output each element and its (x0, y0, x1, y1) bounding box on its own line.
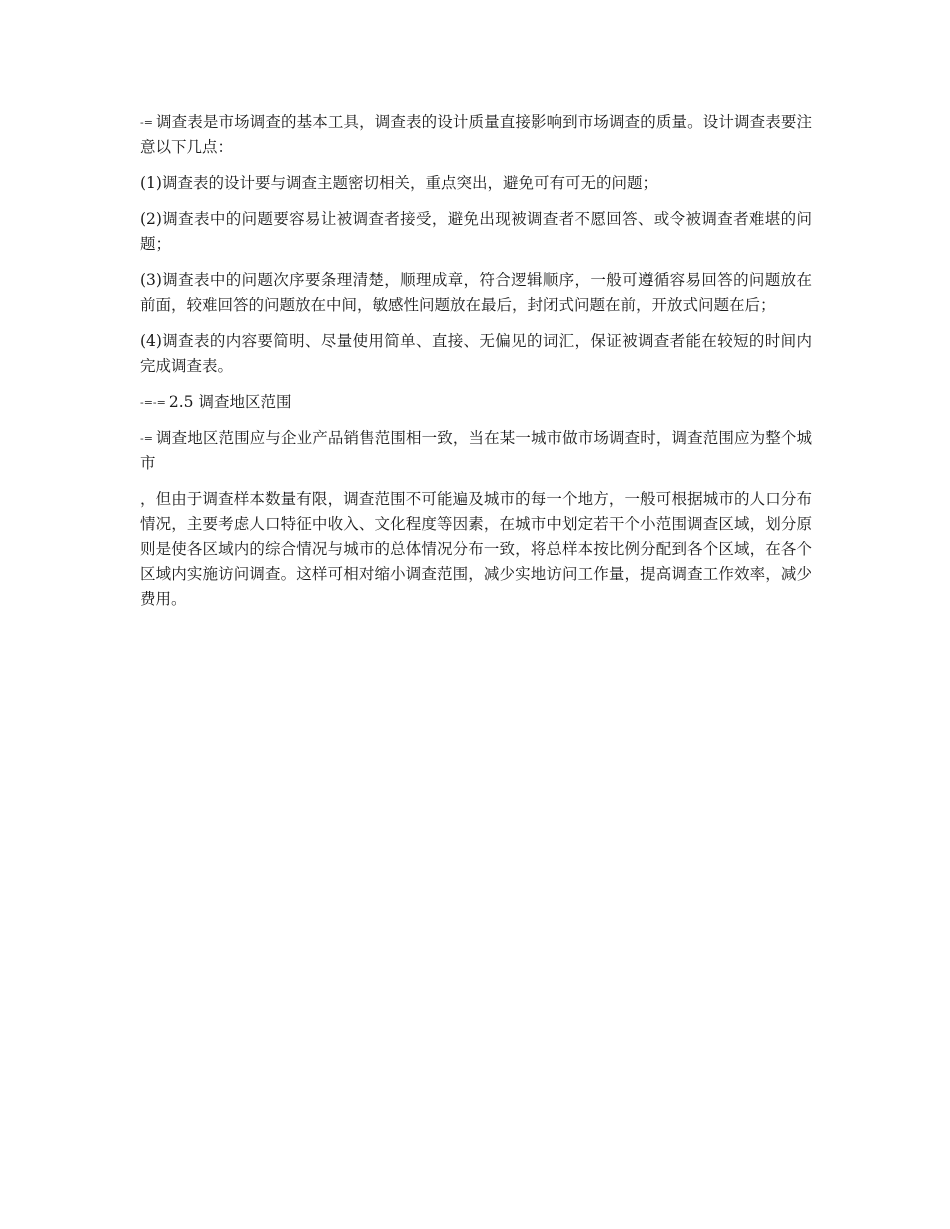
paragraph-text: (3)调查表中的问题次序要条理清楚，顺理成章，符合逻辑顺序，一般可遵循容易回答的问题放在前面，较难回答的问题放在中间，敏感性问题放在最后，封闭式问题在前，开放式问题在后； (140, 271, 812, 314)
paragraph-text: (1)调查表的设计要与调查主题密切相关，重点突出，避免可有可无的问题； (140, 174, 658, 192)
paragraph-text: 调查表是市场调查的基本工具，调查表的设计质量直接影响到市场调查的质量。设计调查表要注意以下几点： (140, 113, 812, 156)
paragraph-point-1 (140, 171, 812, 196)
paragraph-marker: -= (140, 432, 153, 445)
paragraph-point-4 (140, 329, 812, 379)
paragraph-text: (2)调查表中的问题要容易让被调查者接受，避免出现被调查者不愿回答、或令被调查者难堪的问题； (140, 210, 812, 253)
paragraph-text: 调查地区范围应与企业产品销售范围相一致，当在某一城市做市场调查时，调查范围应为整个城市 (140, 429, 812, 472)
section-title: 调查地区范围 (198, 393, 292, 411)
paragraph-intro (140, 110, 812, 160)
paragraph-point-2 (140, 207, 812, 257)
heading-marker: -=-= (140, 396, 166, 409)
paragraph-text: ，但由于调查样本数量有限，调查范围不可能遍及城市的每一个地方，一般可根据城市的人口分布情况，主要考虑人口特征中收入、文化程度等因素，在城市中划定若干个小范围调查区域，划分原则是使各区域内的综合情况与城市的总体情况分布一致，将总样本按比例分配到各个区域，在各个区域内实施访问调查。这样可相对缩小调查范围，减少实地访问工作量，提高调查工作效率，减少费用。 (140, 490, 812, 608)
paragraph-text: (4)调查表的内容要简明、尽量使用简单、直接、无偏见的词汇，保证被调查者能在较短的时间内完成调查表。 (140, 332, 812, 375)
paragraph-scope (140, 426, 812, 476)
paragraph-point-3 (140, 268, 812, 318)
section-heading (140, 390, 812, 415)
document-page (140, 110, 812, 623)
paragraph-scope-detail (140, 487, 812, 612)
paragraph-marker: -= (140, 116, 153, 129)
section-number: 2.5 (168, 393, 194, 411)
